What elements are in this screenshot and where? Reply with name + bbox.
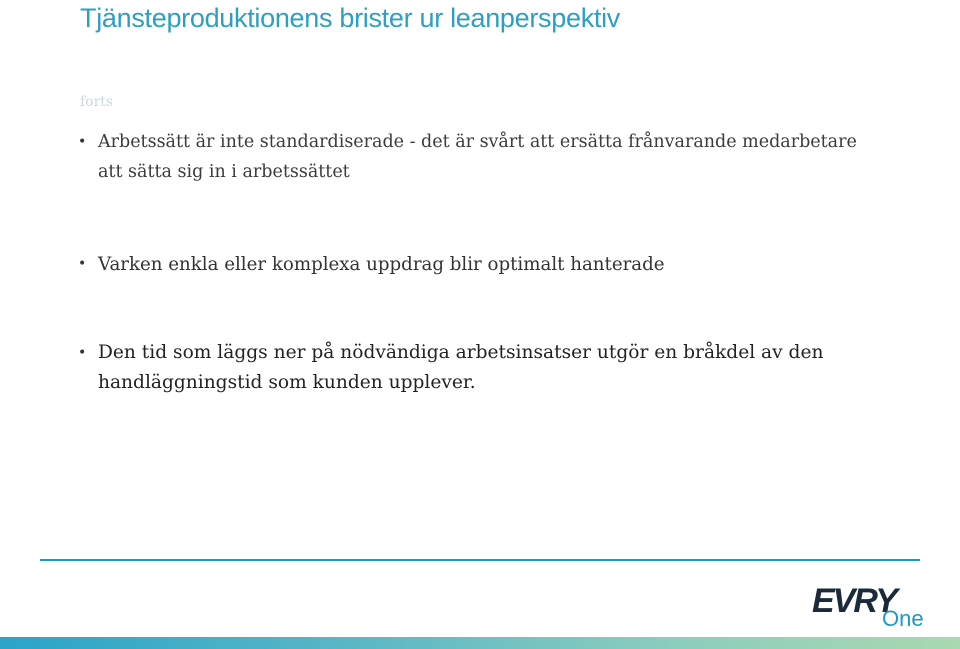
bullet-item-standardization: • Arbetssätt är inte standardiserade - det är svårt att ersätta frånvarande medarbetare att sätta sig in i arbetssättet	[76, 127, 876, 187]
footer-divider	[40, 559, 920, 561]
bullet-item-assignments: • Varken enkla eller komplexa uppdrag blir optimalt hanterade	[76, 249, 876, 280]
bullet-list	[76, 127, 876, 398]
evry-one-logo	[810, 578, 938, 634]
bullet-item-processing-time: • Den tid som läggs ner på nödvändiga arbetsinsatser utgör en bråkdel av den handläggningstid som kunden upplever.	[76, 338, 876, 398]
slide-subtitle: forts	[80, 94, 114, 110]
logo-wordmark-sub: One	[882, 606, 924, 631]
slide-title: Tjänsteproduktionens brister ur leanperspektiv	[80, 3, 620, 33]
bottom-gradient-band	[0, 637, 960, 649]
logo-wordmark-main: EVRY	[812, 582, 896, 620]
